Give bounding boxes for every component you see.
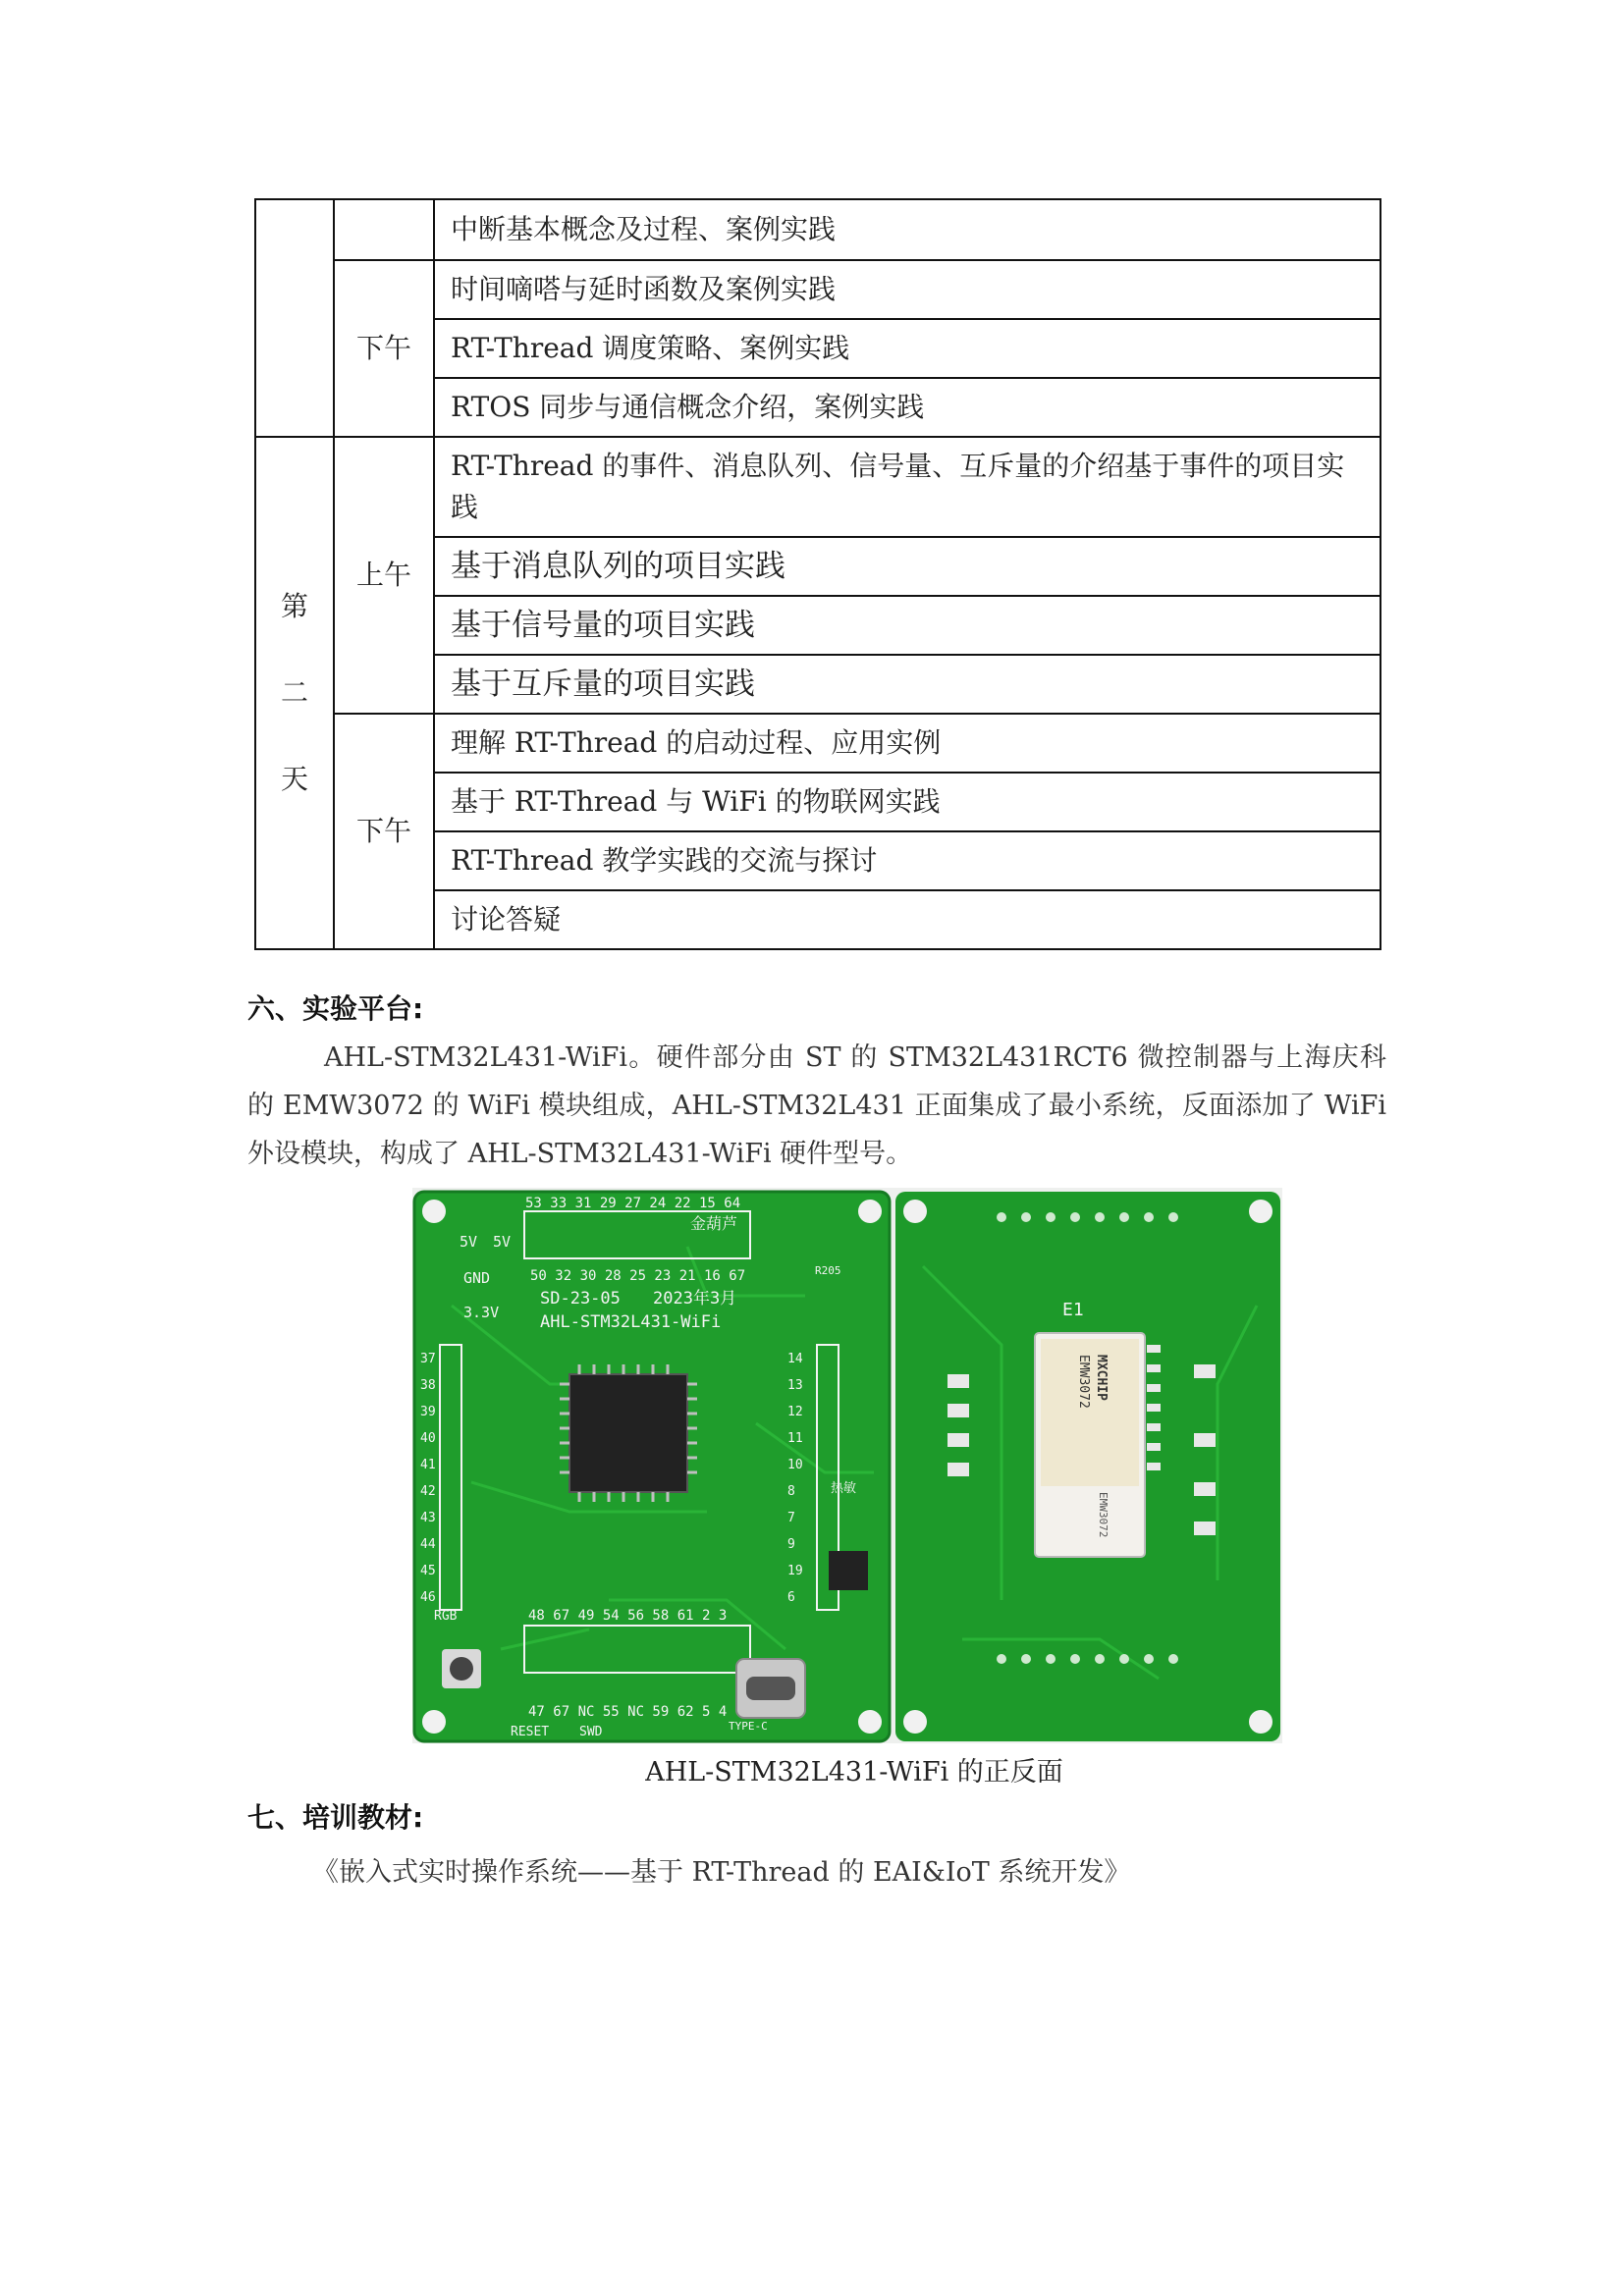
pin-label-left: 41 (420, 1458, 436, 1472)
table-row (255, 437, 1380, 537)
pin-label-left: 39 (420, 1405, 436, 1419)
day-cell (255, 437, 334, 949)
front-swd: SWD (579, 1725, 603, 1739)
front-top-pins: 53 33 31 29 27 24 22 15 64 (525, 1196, 741, 1211)
module-model: EMW3072 (1076, 1355, 1091, 1409)
module-label: EMW3072 (1097, 1492, 1110, 1538)
front-bottom-row2: 47 67 NC 55 NC 59 62 5 4 (528, 1704, 728, 1720)
item-cell: 中断基本概念及过程、案例实践 (434, 199, 1380, 260)
pin-label-left: 45 (420, 1564, 436, 1578)
front-5v-b: 5V (493, 1233, 512, 1251)
pin-label-right: 7 (787, 1511, 795, 1525)
half-cell: 上午 (334, 437, 434, 714)
item-cell: 讨论答疑 (434, 890, 1380, 949)
half-cell: 下午 (334, 260, 434, 437)
item-cell: 基于信号量的项目实践 (434, 596, 1380, 655)
front-row-pins: 50 32 30 28 25 23 21 16 67 (530, 1268, 746, 1284)
table-row (255, 714, 1380, 773)
pin-label-right: 11 (787, 1431, 803, 1446)
pin-label-left: 40 (420, 1431, 436, 1446)
day-cell (255, 199, 334, 437)
textbook-title: 《嵌入式实时操作系统——基于 RT-Thread 的 EAI&IoT 系统开发》 (312, 1857, 1131, 1888)
pin-label-right: 6 (787, 1590, 795, 1605)
pin-label-right: 13 (787, 1378, 803, 1393)
table-row (255, 260, 1380, 319)
front-5v-a: 5V (460, 1233, 478, 1251)
item-cell: 理解 RT-Thread 的启动过程、应用实例 (434, 714, 1380, 773)
pin-label-right: 14 (787, 1352, 803, 1366)
front-typec: TYPE-C (729, 1720, 768, 1733)
front-reset: RESET (511, 1725, 550, 1739)
photo-caption: AHL-STM32L431-WiFi 的正反面 (645, 1757, 1063, 1788)
pin-label-left: 43 (420, 1511, 436, 1525)
pin-label-right: 12 (787, 1405, 803, 1419)
module-brand: MXCHIP (1094, 1355, 1109, 1401)
pin-label-right: 9 (787, 1537, 795, 1552)
half-cell: 下午 (334, 714, 434, 949)
front-gnd: GND (463, 1269, 491, 1287)
board-back (895, 1192, 1280, 1741)
board-front (414, 1192, 890, 1741)
front-logo: 金葫芦 (690, 1214, 738, 1233)
front-date: 2023年3月 (653, 1289, 737, 1308)
pin-label-left: 44 (420, 1537, 436, 1552)
item-cell: RT-Thread 的事件、消息队列、信号量、互斥量的介绍基于事件的项目实践 (434, 437, 1380, 537)
front-bottom-row1: 48 67 49 54 56 58 61 2 3 (528, 1608, 728, 1624)
item-cell: 基于消息队列的项目实践 (434, 537, 1380, 596)
section-heading: 七、培训教材: (247, 1801, 424, 1834)
schedule-table (254, 198, 1381, 950)
pin-label-right: 10 (787, 1458, 803, 1472)
day-label: 第 二 天 (280, 590, 308, 795)
platform-text: AHL-STM32L431-WiFi。硬件部分由 ST 的 STM32L431RCT6 微控制器与上海庆科的 EMW3072 的 WiFi 模块组成，AHL-STM32L431 正面集成了最小系统，反面添加了 WiFi 外设模块，构成了 AHL-STM32L431-WiFi 硬件型号。 (247, 1042, 1386, 1169)
front-board-id: SD-23-05 (540, 1289, 621, 1308)
platform-paragraph (247, 1034, 1386, 1178)
board-photo (412, 1188, 1282, 1743)
front-r205: R205 (815, 1264, 841, 1277)
item-cell: RT-Thread 调度策略、案例实践 (434, 319, 1380, 378)
item-cell: RT-Thread 教学实践的交流与探讨 (434, 831, 1380, 890)
front-3v3: 3.3V (463, 1304, 500, 1321)
front-board-name: AHL-STM32L431-WiFi (540, 1312, 722, 1332)
pin-label-left: 46 (420, 1590, 436, 1605)
item-cell: 基于互斥量的项目实践 (434, 655, 1380, 714)
section-heading: 六、实验平台: (247, 992, 424, 1025)
item-cell: 基于 RT-Thread 与 WiFi 的物联网实践 (434, 773, 1380, 831)
pin-label-right: 8 (787, 1484, 795, 1499)
pin-label-right: 19 (787, 1564, 803, 1578)
table-row (255, 199, 1380, 260)
item-cell: 时间嘀嗒与延时函数及案例实践 (434, 260, 1380, 319)
pin-label-left: 37 (420, 1352, 436, 1366)
half-cell (334, 199, 434, 260)
back-e1: E1 (1062, 1300, 1084, 1320)
pin-label-left: 38 (420, 1378, 436, 1393)
item-cell: RTOS 同步与通信概念介绍，案例实践 (434, 378, 1380, 437)
front-therm: 热敏 (831, 1481, 857, 1496)
pin-label-left: 42 (420, 1484, 436, 1499)
front-rgb: RGB (434, 1609, 458, 1624)
